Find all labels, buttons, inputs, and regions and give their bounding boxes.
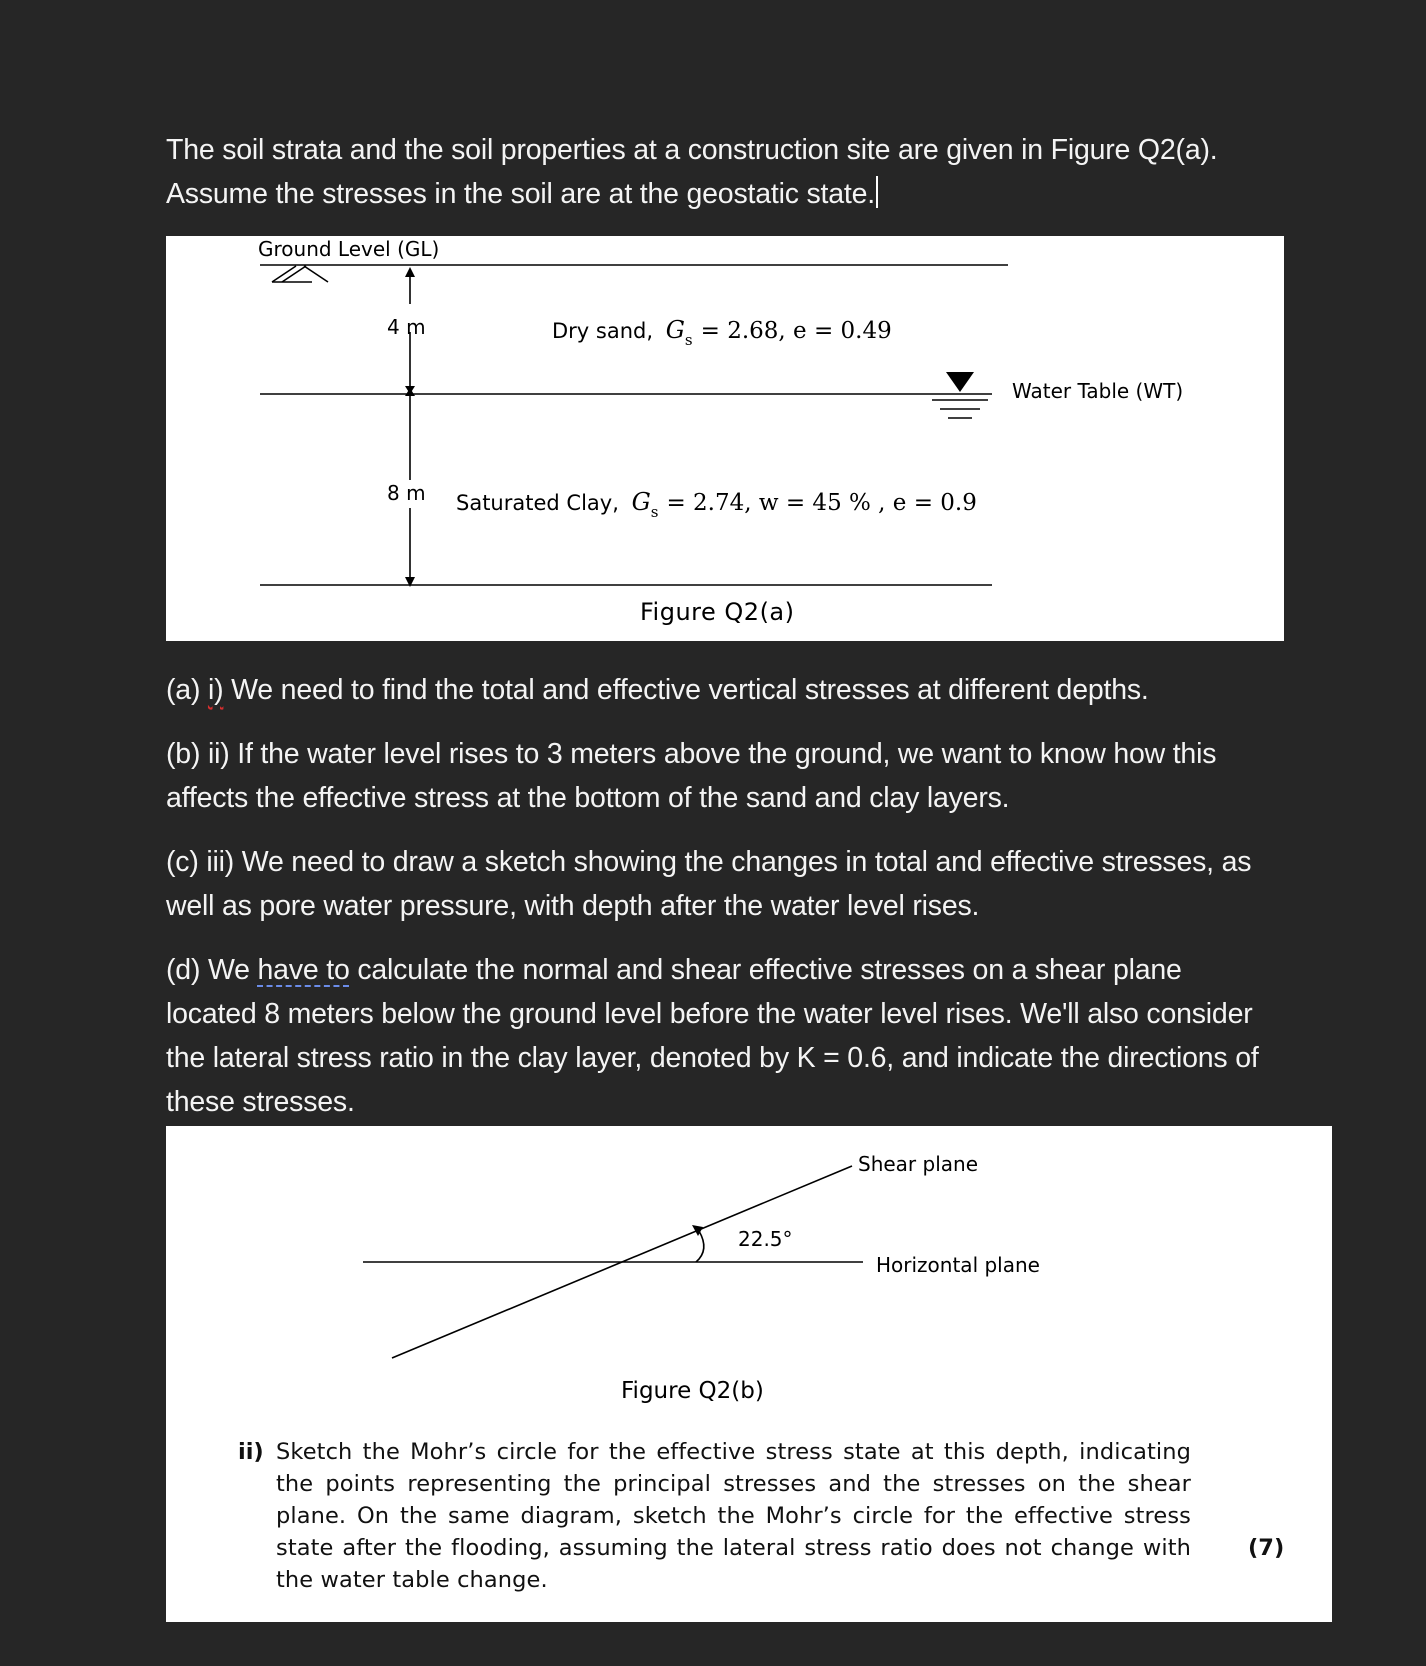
horizontal-plane-label: Horizontal plane [876, 1253, 1040, 1277]
arrow-wt-down-icon [405, 386, 415, 394]
question-a-prefix: (a) [166, 674, 208, 706]
intro-paragraph [166, 128, 1346, 216]
depth-label-8m: 8 m [387, 481, 426, 505]
angle-label: 22.5° [738, 1227, 793, 1251]
sand-gs-symbol: G [665, 316, 685, 344]
sand-label: Dry sand, [552, 319, 654, 343]
question-c-line-1: (c) iii) We need to draw a sketch showing the changes in total and effective stresses, as [166, 846, 1252, 878]
question-a [166, 668, 1346, 712]
figure-q2a-panel [166, 236, 1284, 641]
question-b-line-2: affects the effective stress at the bottom of the sand and clay layers. [166, 782, 1010, 814]
question-d-line-1 [166, 948, 1346, 992]
part-ii-label: ii) [238, 1439, 264, 1465]
water-table-triangle-icon [946, 372, 974, 392]
sand-gs-subscript: s [684, 331, 693, 349]
part-ii-text: Sketch the Mohr’s circle for the effective stress state at this depth, indicating the points representing the principal stresses and the stresses on the shear plane. On the same diagram, sketch the Mohr’s circle for the effective stress state after the flooding, assuming the lateral stress ratio does not change with the water table change. [276, 1439, 1191, 1593]
water-table-label: Water Table (WT) [1012, 379, 1184, 403]
question-d-line-4: these stresses. [166, 1086, 355, 1118]
clay-properties [456, 488, 977, 521]
question-d-line-3: the lateral stress ratio in the clay layer, denoted by K = 0.6, and indicate the directions of [166, 1042, 1259, 1074]
question-d [166, 948, 1346, 1124]
question-c-line-2: well as pore water pressure, with depth after the water level rises. [166, 890, 980, 922]
arrow-top-icon [405, 267, 415, 277]
part-ii-marks: (7) [1248, 1535, 1285, 1561]
clay-gs-symbol: G [631, 488, 651, 516]
depth-label-4m: 4 m [387, 315, 426, 339]
clay-label: Saturated Clay, [456, 491, 619, 515]
question-d-line-2: located 8 meters below the ground level before the water level rises. We'll also consider [166, 998, 1253, 1030]
intro-line-2-text: Assume the stresses in the soil are at the geostatic state. [166, 178, 875, 210]
angle-arc [696, 1231, 704, 1262]
shear-plane-label: Shear plane [858, 1152, 978, 1176]
question-a-marker: i) [207, 674, 224, 706]
sand-values: = 2.68, e = 0.49 [700, 318, 892, 344]
question-d-flagged-phrase[interactable]: have to [257, 954, 350, 986]
figure-q2b-diagram [166, 1126, 1332, 1426]
figure-q2a-diagram [166, 236, 1284, 641]
question-a-text: We need to find the total and effective vertical stresses at different depths. [223, 674, 1149, 706]
figure-q2a-caption: Figure Q2(a) [640, 598, 795, 626]
question-d-prefix: (d) We [166, 954, 258, 986]
question-b [166, 732, 1346, 820]
intro-line-1: The soil strata and the soil properties at a construction site are given in Figure Q2(a). [166, 134, 1218, 166]
text-cursor [876, 176, 878, 208]
clay-values: = 2.74, w = 45 % , e = 0.9 [666, 490, 977, 516]
ground-level-label: Ground Level (GL) [258, 237, 440, 261]
intro-line-2 [166, 172, 1346, 216]
question-b-line-1: (b) ii) If the water level rises to 3 meters above the ground, we want to know how this [166, 738, 1217, 770]
ground-hatch-icon [272, 266, 328, 282]
question-c [166, 840, 1346, 928]
question-d-line-1-rest: calculate the normal and shear effective stresses on a shear plane [349, 954, 1182, 986]
figure-q2b-caption: Figure Q2(b) [621, 1378, 764, 1404]
sand-properties [552, 316, 892, 349]
clay-gs-subscript: s [650, 503, 659, 521]
